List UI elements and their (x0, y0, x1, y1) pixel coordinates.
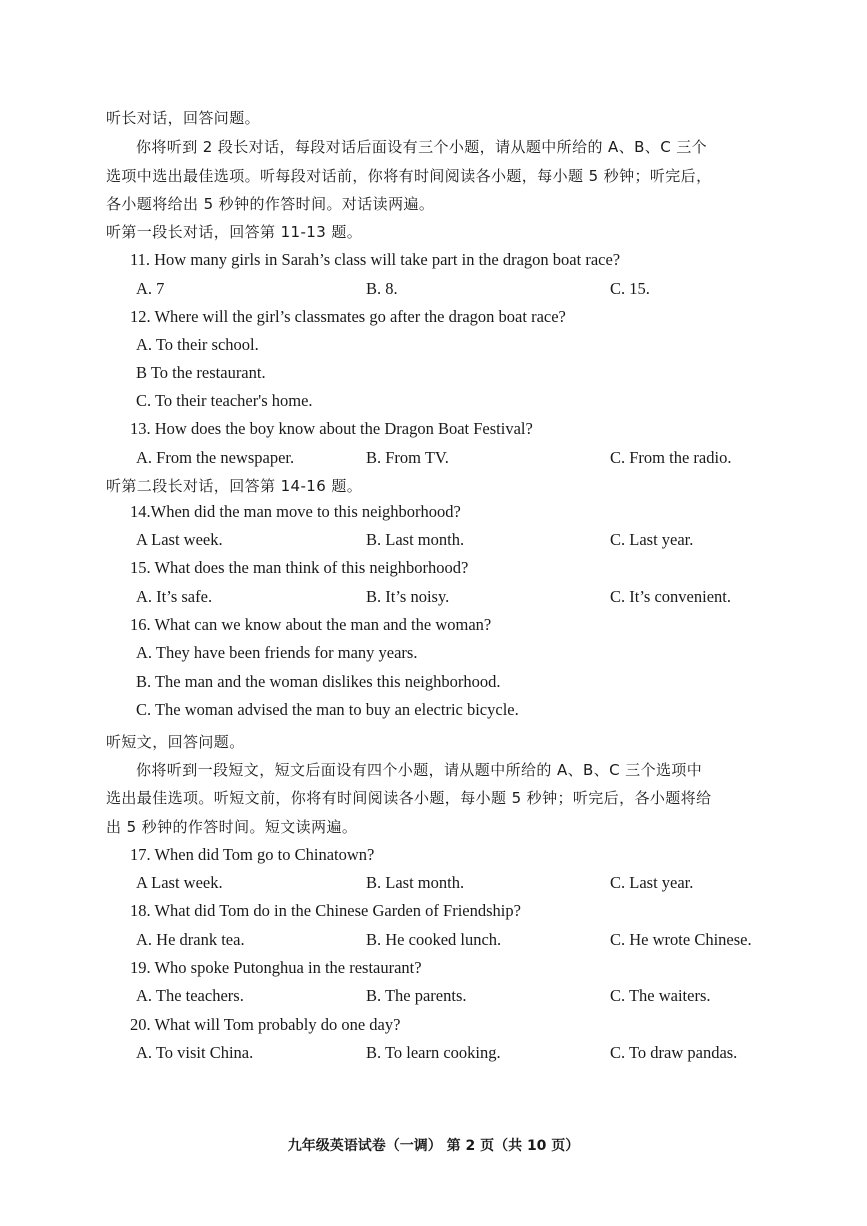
option-c: C. It’s convenient. (610, 587, 731, 606)
option-a: A. From the newspaper. (136, 448, 295, 467)
option-c: C. Last year. (610, 873, 694, 892)
option-b: B. To learn cooking. (366, 1043, 501, 1062)
option-a: A. To their school. (136, 335, 259, 354)
option-c: C. To their teacher's home. (136, 391, 313, 410)
option-c: C. 15. (610, 279, 650, 298)
section-heading-long-dialog: 听长对话，回答问题。 (106, 109, 261, 127)
page-footer: 九年级英语试卷（一调） 第 2 页（共 10 页） (287, 1138, 580, 1154)
section-heading-passage: 听短文，回答问题。 (106, 733, 245, 751)
option-c: C. From the radio. (610, 448, 732, 467)
option-b: B To the restaurant. (136, 363, 266, 382)
instruction-line: 选项中选出最佳选项。听每段对话前，你将有时间阅读各小题，每小题 5 秒钟；听完后， (106, 167, 712, 185)
instruction-line: 各小题将给出 5 秒钟的作答时间。对话读两遍。 (106, 195, 435, 213)
option-a: A. He drank tea. (136, 930, 245, 949)
dialog-heading: 听第一段长对话，回答第 11-13 题。 (106, 223, 363, 241)
question-17: 17. When did Tom go to Chinatown? (130, 845, 375, 864)
instruction-line: 你将听到 2 段长对话，每段对话后面设有三个小题，请从题中所给的 A、B、C 三个 (136, 138, 708, 156)
option-a: A. The teachers. (136, 986, 244, 1005)
instruction-line: 出 5 秒钟的作答时间。短文读两遍。 (106, 818, 358, 836)
question-18: 18. What did Tom do in the Chinese Garden of Friendship? (130, 901, 521, 920)
option-b: B. The man and the woman dislikes this neighborhood. (136, 672, 501, 691)
question-13: 13. How does the boy know about the Dragon Boat Festival? (130, 419, 533, 438)
option-a: A. To visit China. (136, 1043, 254, 1062)
option-b: B. He cooked lunch. (366, 930, 502, 949)
option-a: A. They have been friends for many years. (136, 643, 418, 662)
option-c: C. The woman advised the man to buy an electric bicycle. (136, 700, 519, 719)
option-b: B. The parents. (366, 986, 467, 1005)
option-c: C. To draw pandas. (610, 1043, 738, 1062)
question-15: 15. What does the man think of this neighborhood? (130, 558, 469, 577)
dialog-heading: 听第二段长对话，回答第 14-16 题。 (106, 477, 363, 495)
question-19: 19. Who spoke Putonghua in the restaurant? (130, 958, 422, 977)
option-a: A Last week. (136, 530, 223, 549)
instruction-line: 你将听到一段短文，短文后面设有四个小题，请从题中所给的 A、B、C 三个选项中 (136, 761, 703, 779)
option-b: B. 8. (366, 279, 398, 298)
question-12: 12. Where will the girl’s classmates go after the dragon boat race? (130, 307, 566, 326)
question-14: 14.When did the man move to this neighborhood? (130, 502, 461, 521)
question-11: 11. How many girls in Sarah’s class will take part in the dragon boat race? (130, 250, 621, 269)
option-a: A Last week. (136, 873, 223, 892)
option-b: B. Last month. (366, 873, 465, 892)
option-a: A. 7 (136, 279, 165, 298)
question-20: 20. What will Tom probably do one day? (130, 1015, 401, 1034)
instruction-line: 选出最佳选项。听短文前，你将有时间阅读各小题，每小题 5 秒钟；听完后，各小题将给 (106, 789, 712, 807)
option-c: C. The waiters. (610, 986, 711, 1005)
question-16: 16. What can we know about the man and the woman? (130, 615, 492, 634)
option-c: C. Last year. (610, 530, 694, 549)
option-b: B. Last month. (366, 530, 465, 549)
option-c: C. He wrote Chinese. (610, 930, 752, 949)
option-b: B. From TV. (366, 448, 449, 467)
option-b: B. It’s noisy. (366, 587, 450, 606)
option-a: A. It’s safe. (136, 587, 213, 606)
